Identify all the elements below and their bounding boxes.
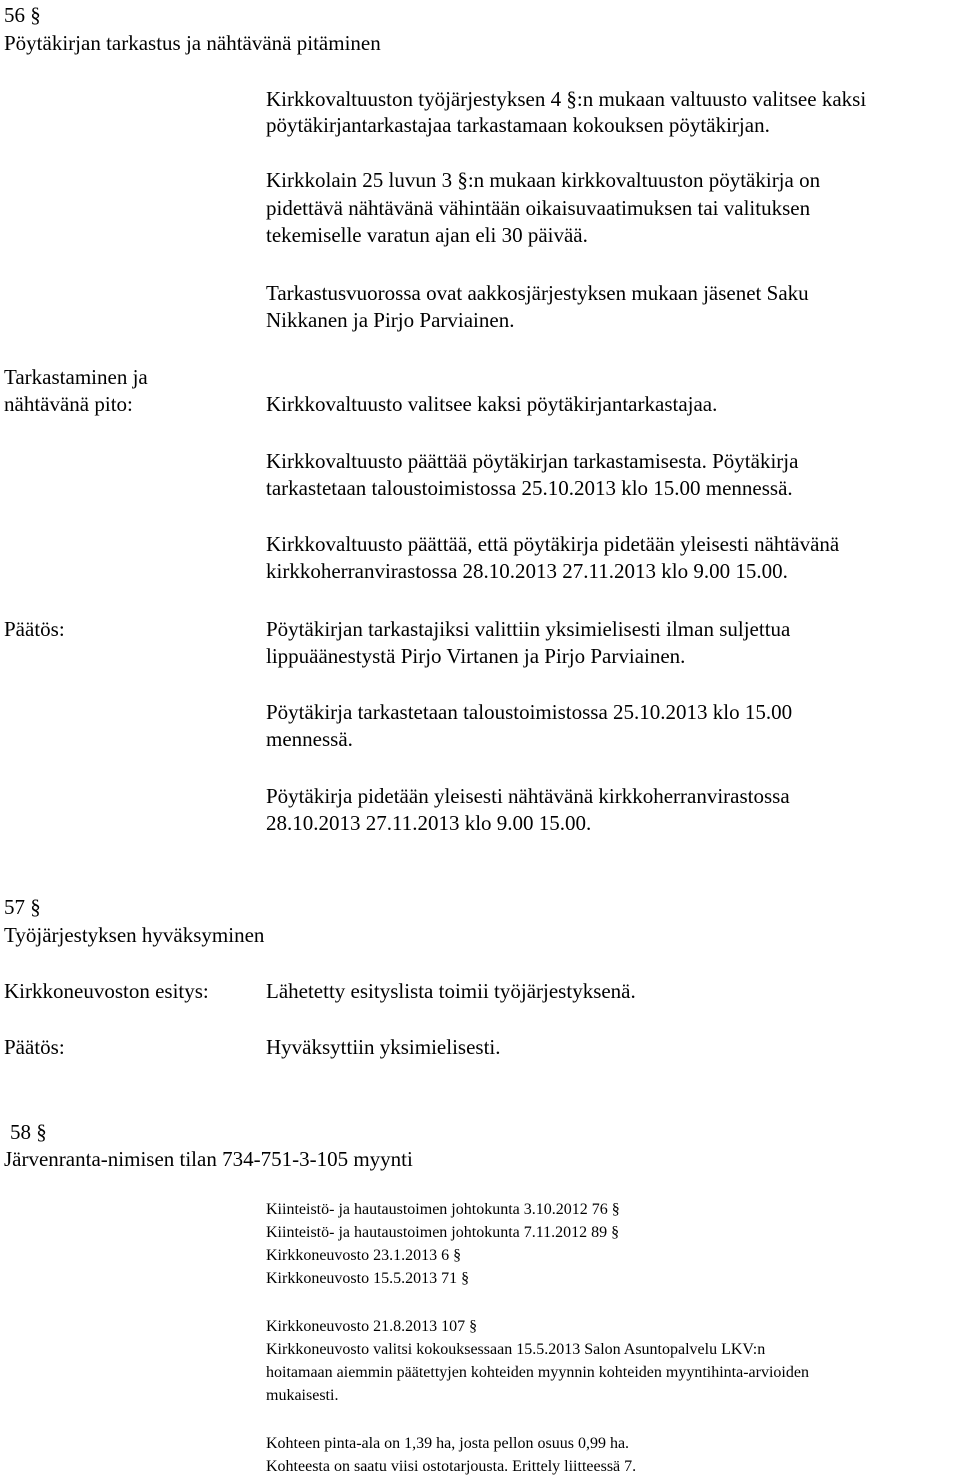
- proposal-line: tarkastetaan taloustoimistossa 25.10.2013 klo 15.00 mennessä.: [266, 476, 793, 500]
- decision-line: Pöytäkirjan tarkastajiksi valittiin yksimielisesti ilman suljettua: [266, 617, 791, 641]
- reference-line: Kirkkoneuvosto 15.5.2013 71 §: [266, 1270, 470, 1287]
- intro-line: Kirkkovaltuuston työjärjestyksen 4 §:n mukaan valtuusto valitsee kaksi: [266, 87, 867, 111]
- proposal-label: Tarkastaminen ja: [4, 365, 148, 389]
- intro-line: pidettävä nähtävänä vähintään oikaisuvaatimuksen tai valituksen: [266, 196, 811, 220]
- reference-line: Kiinteistö- ja hautaustoimen johtokunta 3.10.2012 76 §: [266, 1201, 620, 1218]
- section-56-heading: 56 §: [4, 3, 41, 27]
- intro-line: pöytäkirjantarkastajaa tarkastamaan kokouksen pöytäkirjan.: [266, 113, 770, 137]
- proposal-line: Kirkkovaltuusto valitsee kaksi pöytäkirjantarkastajaa.: [266, 392, 718, 416]
- intro-line: tekemiselle varatun ajan eli 30 päivää.: [266, 223, 588, 247]
- fact-line: Kohteen pinta-ala on 1,39 ha, josta pellon osuus 0,99 ha.: [266, 1435, 630, 1452]
- body-line: Kirkkoneuvosto valitsi kokouksessaan 15.5.2013 Salon Asuntopalvelu LKV:n: [266, 1341, 766, 1358]
- decision-line: mennessä.: [266, 727, 353, 751]
- body-line: hoitamaan aiemmin päätettyjen kohteiden myynnin kohteiden myyntihinta-arvioiden: [266, 1364, 809, 1381]
- body-line: Kirkkoneuvosto 21.8.2013 107 §: [266, 1318, 478, 1335]
- fact-line: Kohteesta on saatu viisi ostotarjousta. Erittely liitteessä 7.: [266, 1458, 637, 1475]
- proposal-line: kirkkoherranvirastossa 28.10.2013 27.11.2013 klo 9.00 15.00.: [266, 559, 788, 583]
- decision-line: Hyväksyttiin yksimielisesti.: [266, 1035, 501, 1059]
- reference-line: Kirkkoneuvosto 23.1.2013 6 §: [266, 1247, 462, 1264]
- intro-line: Tarkastusvuorossa ovat aakkosjärjestyksen mukaan jäsenet Saku: [266, 281, 809, 305]
- intro-line: Nikkanen ja Pirjo Parviainen.: [266, 308, 515, 332]
- section-57-heading: 57 §: [4, 895, 41, 919]
- decision-line: Pöytäkirja tarkastetaan taloustoimistossa 25.10.2013 klo 15.00: [266, 700, 793, 724]
- proposal-line: Lähetetty esityslista toimii työjärjestyksenä.: [266, 979, 636, 1003]
- proposal-label: nähtävänä pito:: [4, 392, 133, 416]
- decision-line: 28.10.2013 27.11.2013 klo 9.00 15.00.: [266, 811, 592, 835]
- body-line: mukaisesti.: [266, 1387, 339, 1404]
- intro-line: Kirkkolain 25 luvun 3 §:n mukaan kirkkovaltuuston pöytäkirja on: [266, 168, 821, 192]
- section-58-title: Järvenranta-nimisen tilan 734-751-3-105 myynti: [4, 1147, 413, 1171]
- decision-label: Päätös:: [4, 617, 65, 641]
- section-57-title: Työjärjestyksen hyväksyminen: [4, 923, 265, 947]
- reference-line: Kiinteistö- ja hautaustoimen johtokunta 7.11.2012 89 §: [266, 1224, 620, 1241]
- proposal-line: Kirkkovaltuusto päättää pöytäkirjan tarkastamisesta. Pöytäkirja: [266, 449, 799, 473]
- section-56-title: Pöytäkirjan tarkastus ja nähtävänä pitäminen: [4, 31, 381, 55]
- proposal-label: Kirkkoneuvoston esitys:: [4, 979, 209, 1003]
- decision-line: Pöytäkirja pidetään yleisesti nähtävänä kirkkoherranvirastossa: [266, 784, 790, 808]
- section-58-heading: 58 §: [10, 1120, 47, 1144]
- proposal-line: Kirkkovaltuusto päättää, että pöytäkirja pidetään yleisesti nähtävänä: [266, 532, 840, 556]
- decision-line: lippuäänestystä Pirjo Virtanen ja Pirjo Parviainen.: [266, 644, 686, 668]
- decision-label: Päätös:: [4, 1035, 65, 1059]
